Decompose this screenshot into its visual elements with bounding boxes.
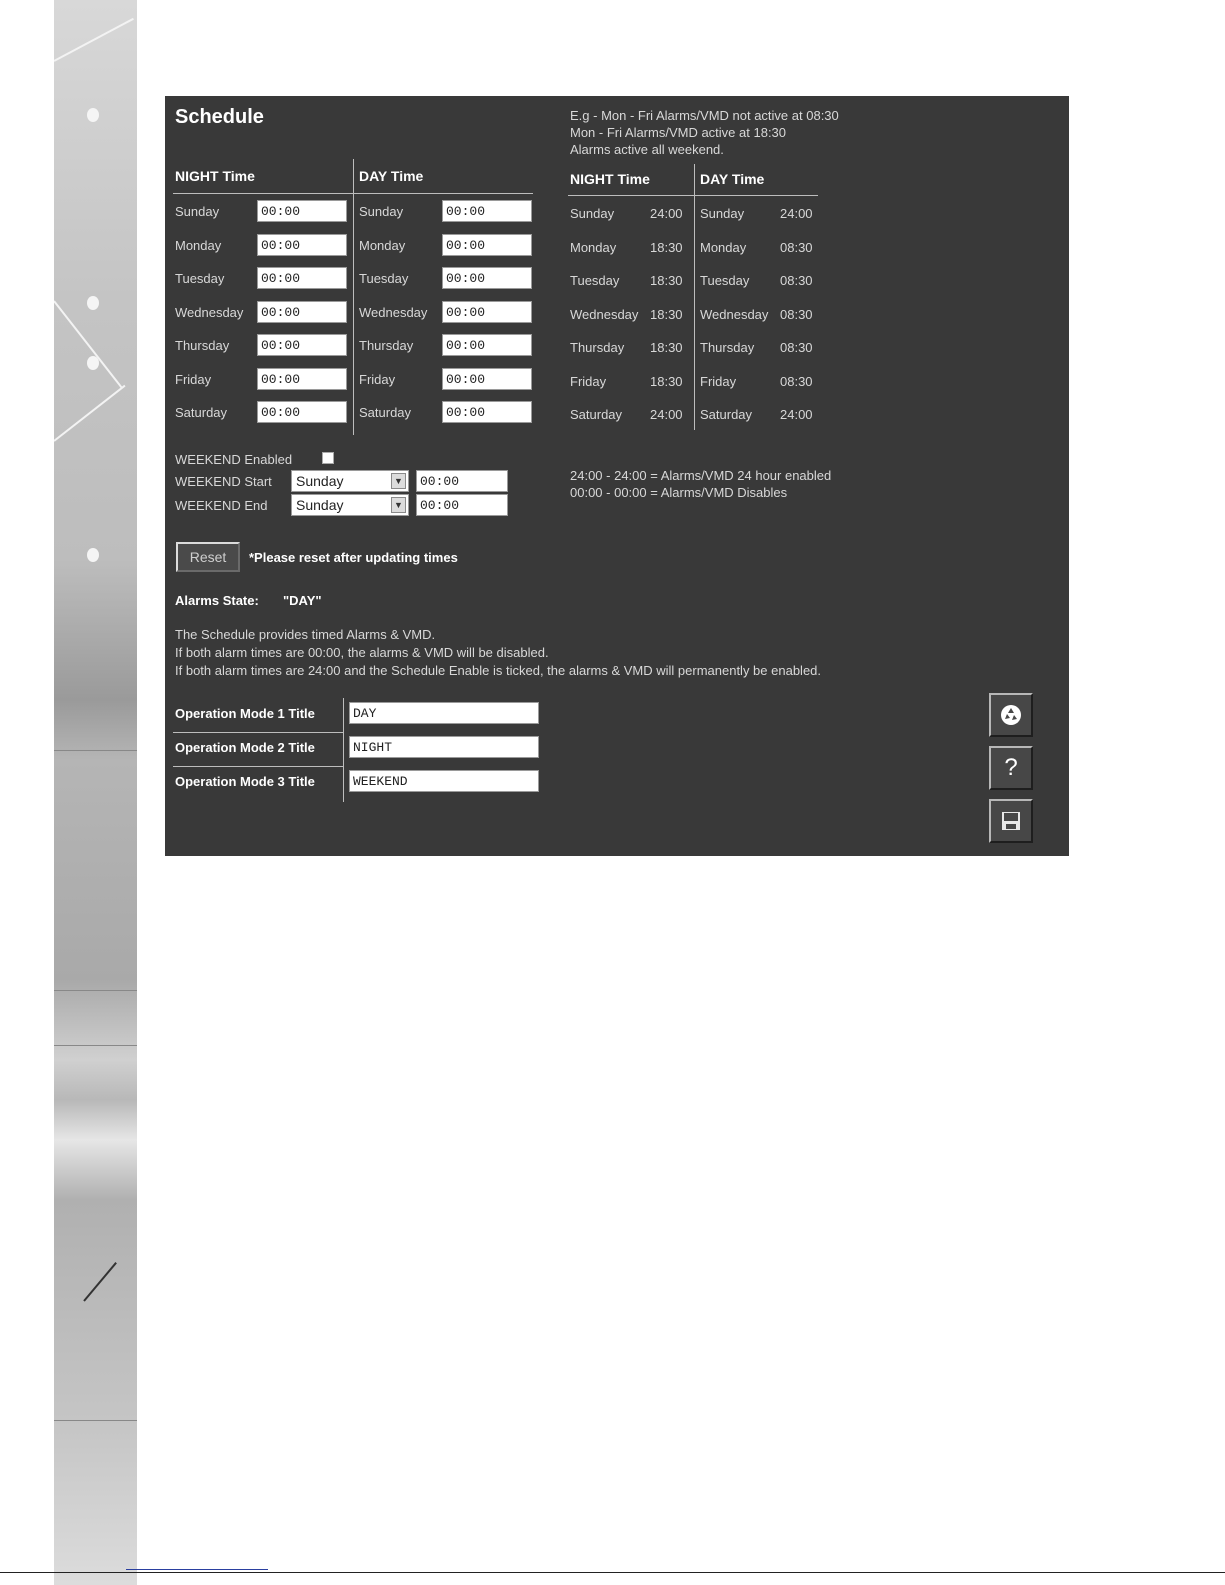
alarms-state-value: "DAY" (283, 593, 322, 608)
day-time-input[interactable]: 00:00 (442, 200, 532, 222)
example-day-day: Wednesday (700, 306, 769, 322)
chevron-down-icon: ▼ (391, 473, 406, 489)
example-header-divider (568, 195, 818, 196)
example-night-time: 18:30 (650, 273, 683, 288)
strip-band (54, 1045, 137, 1046)
example-day-time: 24:00 (780, 206, 813, 221)
example-line: E.g - Mon - Fri Alarms/VMD not active at 08:30 (570, 108, 839, 123)
night-time-input[interactable]: 00:00 (257, 368, 347, 390)
mode-2-title-input[interactable]: NIGHT (349, 736, 539, 758)
example-night-header: NIGHT Time (570, 171, 650, 187)
example-night-day: Saturday (570, 407, 623, 422)
example-day-time: 08:30 (780, 306, 813, 322)
night-day-label: Friday (175, 371, 212, 387)
mode-3-title-input[interactable]: WEEKEND (349, 770, 539, 792)
day-day-label: Wednesday (359, 304, 428, 320)
day-time-input[interactable]: 00:00 (442, 334, 532, 356)
example-day-header: DAY Time (700, 171, 765, 187)
day-time-input[interactable]: 00:00 (442, 234, 532, 256)
strip-line (83, 1262, 117, 1302)
column-divider (353, 159, 354, 435)
page-title: Schedule (175, 106, 264, 128)
day-day-label: Monday (359, 237, 406, 253)
day-time-input[interactable]: 00:00 (442, 301, 532, 323)
example-night-time: 24:00 (650, 206, 683, 221)
strip-line (54, 18, 134, 62)
example-night-time: 18:30 (650, 373, 683, 389)
example-night-day: Thursday (570, 340, 625, 355)
weekend-start-day-value: Sunday (296, 473, 344, 489)
reset-note: *Please reset after updating times (249, 550, 458, 565)
example-line: Alarms active all weekend. (570, 142, 724, 157)
info-line: If both alarm times are 00:00, the alarms & VMD will be disabled. (175, 645, 549, 660)
example-day-day: Friday (700, 373, 737, 389)
mode-row-divider (173, 766, 343, 767)
mode-row-divider (173, 732, 343, 733)
mode-3-label: Operation Mode 3 Title (175, 774, 315, 789)
strip-dot (87, 108, 99, 122)
info-line: The Schedule provides timed Alarms & VMD. (175, 627, 436, 642)
weekend-enabled-label: WEEKEND Enabled (175, 452, 293, 467)
day-time-header: DAY Time (359, 168, 424, 184)
night-day-label: Monday (175, 237, 222, 253)
night-time-input[interactable]: 00:00 (257, 267, 347, 289)
mode-divider (343, 698, 344, 802)
night-time-input[interactable]: 00:00 (257, 200, 347, 222)
example-night-day: Friday (570, 373, 607, 389)
legend-line: 24:00 - 24:00 = Alarms/VMD 24 hour enabled (570, 468, 832, 483)
strip-dot (87, 548, 99, 562)
strip-band (54, 990, 137, 991)
strip-band (54, 1420, 137, 1421)
weekend-start-time-input[interactable]: 00:00 (416, 470, 508, 492)
schedule-panel (165, 96, 1069, 856)
day-day-label: Thursday (359, 338, 414, 353)
weekend-start-day-select[interactable] (291, 470, 409, 492)
example-day-day: Saturday (700, 407, 753, 422)
example-night-time: 18:30 (650, 340, 683, 355)
example-night-time: 18:30 (650, 239, 683, 255)
mode-1-label: Operation Mode 1 Title (175, 706, 315, 721)
example-day-time: 08:30 (780, 373, 813, 389)
night-time-input[interactable]: 00:00 (257, 334, 347, 356)
example-night-time: 24:00 (650, 407, 683, 422)
day-day-label: Saturday (359, 405, 412, 420)
example-day-day: Tuesday (700, 273, 750, 288)
info-line: If both alarm times are 24:00 and the Schedule Enable is ticked, the alarms & VMD will permanently be enabled. (175, 663, 822, 678)
day-day-label: Sunday (359, 204, 404, 219)
night-time-input[interactable]: 00:00 (257, 301, 347, 323)
night-day-label: Sunday (175, 204, 220, 219)
day-time-input[interactable]: 00:00 (442, 267, 532, 289)
decorative-side-strip (54, 0, 137, 1585)
bottom-rule (0, 1572, 1225, 1573)
example-day-time: 08:30 (780, 273, 813, 288)
example-day-day: Monday (700, 239, 747, 255)
night-day-label: Thursday (175, 338, 230, 353)
weekend-end-day-select[interactable] (291, 494, 409, 516)
strip-band (54, 750, 137, 751)
day-day-label: Tuesday (359, 271, 409, 286)
chevron-down-icon: ▼ (391, 497, 406, 513)
save-button[interactable] (989, 799, 1033, 843)
night-day-label: Tuesday (175, 271, 225, 286)
weekend-end-label: WEEKEND End (175, 498, 268, 513)
refresh-button[interactable] (989, 693, 1033, 737)
night-day-label: Wednesday (175, 304, 244, 320)
example-night-time: 18:30 (650, 306, 683, 322)
night-time-input[interactable]: 00:00 (257, 401, 347, 423)
example-line: Mon - Fri Alarms/VMD active at 18:30 (570, 125, 787, 140)
night-day-label: Saturday (175, 405, 228, 420)
bottom-link-underline (126, 1569, 268, 1570)
mode-1-title-input[interactable]: DAY (349, 702, 539, 724)
weekend-end-time-input[interactable]: 00:00 (416, 494, 508, 516)
example-day-time: 08:30 (780, 239, 813, 255)
mode-2-label: Operation Mode 2 Title (175, 740, 315, 755)
day-time-input[interactable]: 00:00 (442, 368, 532, 390)
strip-line (54, 385, 126, 442)
example-night-day: Monday (570, 239, 617, 255)
strip-dot (87, 296, 99, 310)
example-day-time: 24:00 (780, 407, 813, 422)
example-day-time: 08:30 (780, 340, 813, 355)
save-icon (999, 809, 1023, 833)
day-time-input[interactable]: 00:00 (442, 401, 532, 423)
night-time-input[interactable]: 00:00 (257, 234, 347, 256)
legend-line: 00:00 - 00:00 = Alarms/VMD Disables (570, 485, 788, 500)
weekend-start-label: WEEKEND Start (175, 474, 272, 489)
help-button[interactable] (989, 746, 1033, 790)
night-time-header: NIGHT Time (175, 168, 255, 184)
example-night-day: Tuesday (570, 273, 620, 288)
example-night-day: Sunday (570, 206, 615, 221)
help-icon: ? (1004, 754, 1018, 781)
example-column-divider (694, 164, 695, 430)
recycle-icon (999, 703, 1023, 727)
example-day-day: Sunday (700, 206, 745, 221)
strip-line (54, 300, 123, 388)
example-day-day: Thursday (700, 340, 755, 355)
alarms-state-label: Alarms State: (175, 593, 259, 608)
reset-button[interactable]: Reset (176, 542, 240, 572)
day-day-label: Friday (359, 371, 396, 387)
example-night-day: Wednesday (570, 306, 639, 322)
weekend-end-day-value: Sunday (296, 497, 344, 513)
weekend-enabled-checkbox[interactable] (322, 452, 334, 464)
